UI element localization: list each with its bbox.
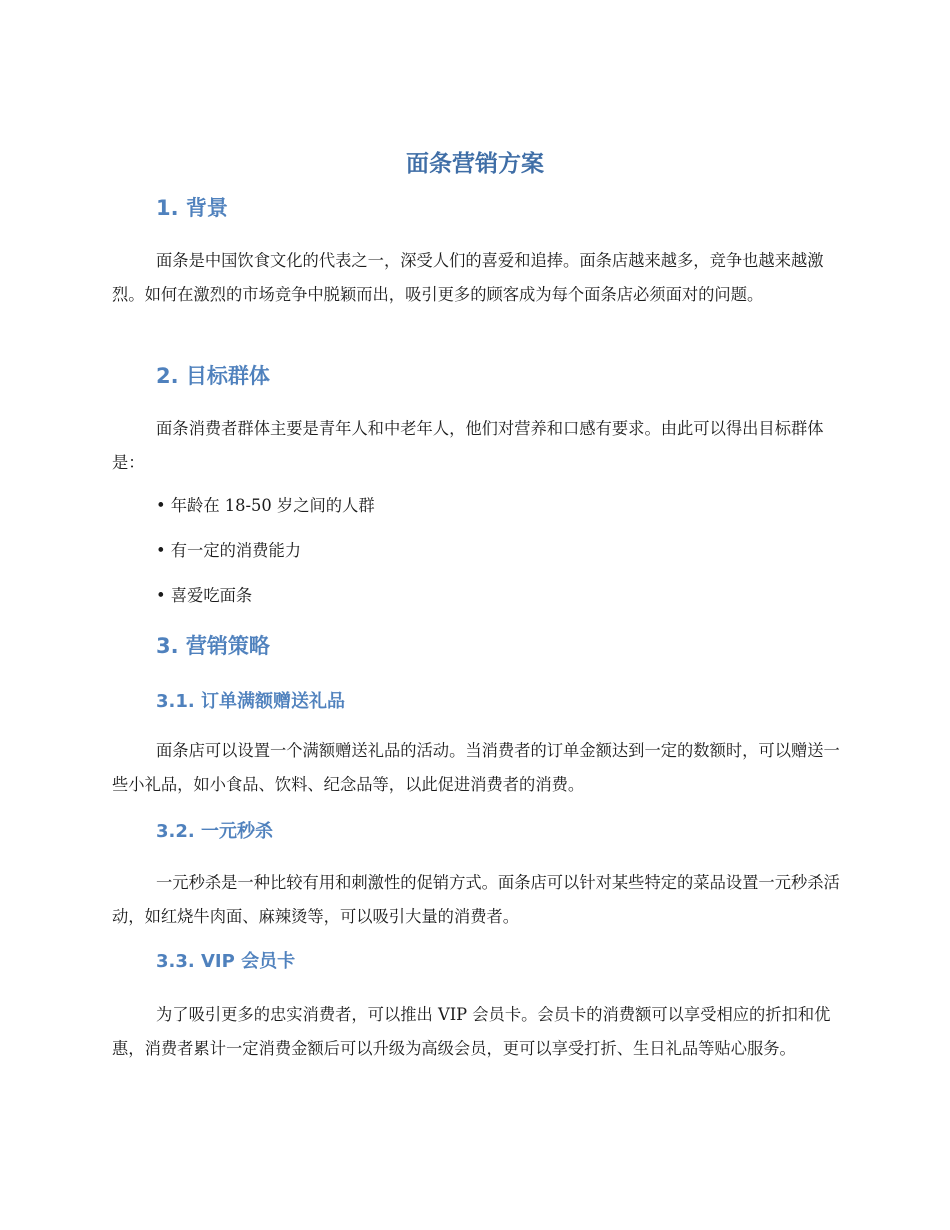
section-paragraph-target-group: 面条消费者群体主要是青年人和中老年人，他们对营养和口感有要求。由此可以得出目标群体是： (112, 419, 824, 472)
subsection-paragraph-gift: 面条店可以设置一个满额赠送礼品的活动。当消费者的订单金额达到一定的数额时，可以赠送一些小礼品，如小食品、饮料、纪念品等，以此促进消费者的消费。 (112, 741, 840, 794)
section-paragraph-background: 面条是中国饮食文化的代表之一，深受人们的喜爱和追捧。面条店越来越多，竞争也越来越激烈。如何在激烈的市场竞争中脱颖而出，吸引更多的顾客成为每个面条店必须面对的问题。 (112, 251, 824, 304)
section-heading-target-group: 2. 目标群体 (156, 364, 270, 388)
bullet-item-noodles: • 喜爱吃面条 (156, 586, 253, 605)
bullet-item-age: • 年龄在 18-50 岁之间的人群 (156, 496, 375, 515)
document-title: 面条营销方案 (406, 151, 544, 177)
section-heading-marketing-strategy: 3. 营销策略 (156, 634, 270, 658)
subsection-paragraph-vip-card: 为了吸引更多的忠实消费者，可以推出 VIP 会员卡。会员卡的消费额可以享受相应的折扣和优惠，消费者累计一定消费金额后可以升级为高级会员，更可以享受打折、生日礼品等贴心服务。 (112, 1005, 831, 1058)
subsection-paragraph-flash-sale: 一元秒杀是一种比较有用和刺激性的促销方式。面条店可以针对某些特定的菜品设置一元秒杀活动，如红烧牛肉面、麻辣烫等，可以吸引大量的消费者。 (112, 873, 840, 926)
subsection-heading-vip-card: 3.3. VIP 会员卡 (156, 951, 296, 972)
subsection-heading-flash-sale: 3.2. 一元秒杀 (156, 821, 273, 842)
section-heading-background: 1. 背景 (156, 196, 228, 220)
bullet-item-spending: • 有一定的消费能力 (156, 541, 302, 560)
subsection-heading-gift: 3.1. 订单满额赠送礼品 (156, 691, 345, 712)
